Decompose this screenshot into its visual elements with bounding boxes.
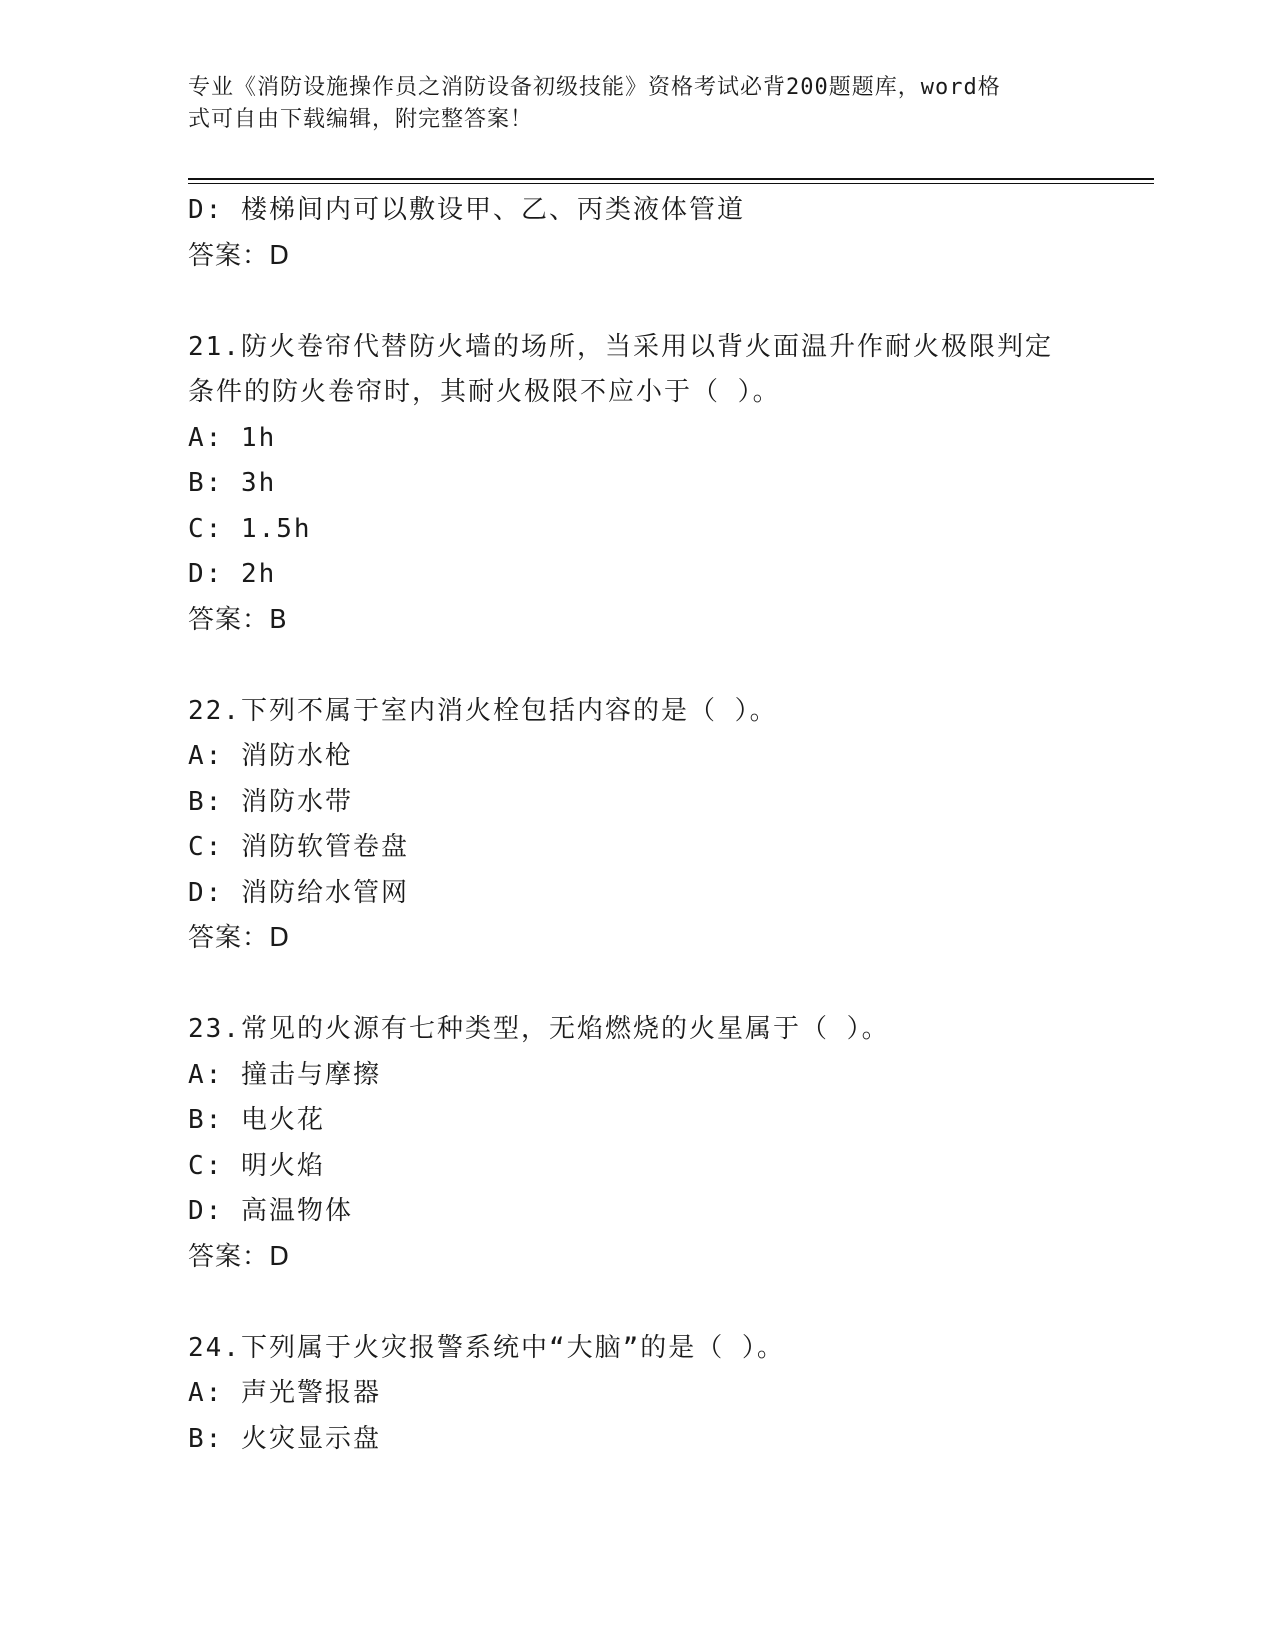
option-c: C: 消防软管卷盘 — [188, 832, 409, 862]
option-b: B: 3h — [188, 468, 277, 498]
spacer — [188, 962, 1108, 1008]
question-stem: 21.防火卷帘代替防火墙的场所，当采用以背火面温升作耐火极限判定 — [188, 331, 1053, 362]
question-21 — [188, 325, 1108, 644]
question-23 — [188, 1007, 1108, 1280]
option-a: A: 声光警报器 — [188, 1378, 381, 1408]
answer-line: 答案：B — [188, 604, 288, 635]
header-rule-thin — [188, 183, 1154, 184]
header-rule-thick — [188, 178, 1154, 180]
question-22 — [188, 689, 1108, 962]
previous-question-tail — [188, 188, 1108, 279]
option-d: D: 楼梯间内可以敷设甲、乙、丙类液体管道 — [188, 195, 745, 225]
spacer — [188, 279, 1108, 325]
option-c: C: 1.5h — [188, 513, 312, 544]
option-b: B: 电火花 — [188, 1105, 325, 1135]
spacer — [188, 643, 1108, 689]
answer-line: 答案：D — [188, 923, 291, 953]
question-24 — [188, 1326, 1108, 1463]
option-b: B: 消防水带 — [188, 786, 353, 817]
question-list — [188, 188, 1108, 1462]
spacer — [188, 1280, 1108, 1326]
question-stem: 22.下列不属于室内消火栓包括内容的是（ ）。 — [188, 695, 778, 726]
option-d: D: 高温物体 — [188, 1196, 353, 1226]
question-stem: 24.下列属于火灾报警系统中“大脑”的是（ ）。 — [188, 1332, 785, 1363]
header-line-2: 式可自由下载编辑，附完整答案！ — [188, 107, 534, 132]
answer-line: 答案：D — [188, 1241, 291, 1272]
option-c: C: 明火焰 — [188, 1150, 325, 1181]
answer-line: 答案：D — [188, 240, 291, 271]
option-b: B: 火灾显示盘 — [188, 1423, 381, 1454]
option-a: A: 撞击与摩擦 — [188, 1059, 381, 1090]
option-d: D: 消防给水管网 — [188, 877, 409, 908]
header-line-1: 专业《消防设施操作员之消防设备初级技能》资格考试必背200题题库，word格 — [188, 75, 1001, 100]
question-stem-continued: 条件的防火卷帘时，其耐火极限不应小于（ ）。 — [188, 377, 781, 407]
document-header — [188, 72, 1088, 136]
option-d: D: 2h — [188, 559, 277, 589]
option-a: A: 1h — [188, 422, 277, 453]
option-a: A: 消防水枪 — [188, 741, 353, 771]
question-stem: 23.常见的火源有七种类型，无焰燃烧的火星属于（ ）。 — [188, 1014, 890, 1044]
